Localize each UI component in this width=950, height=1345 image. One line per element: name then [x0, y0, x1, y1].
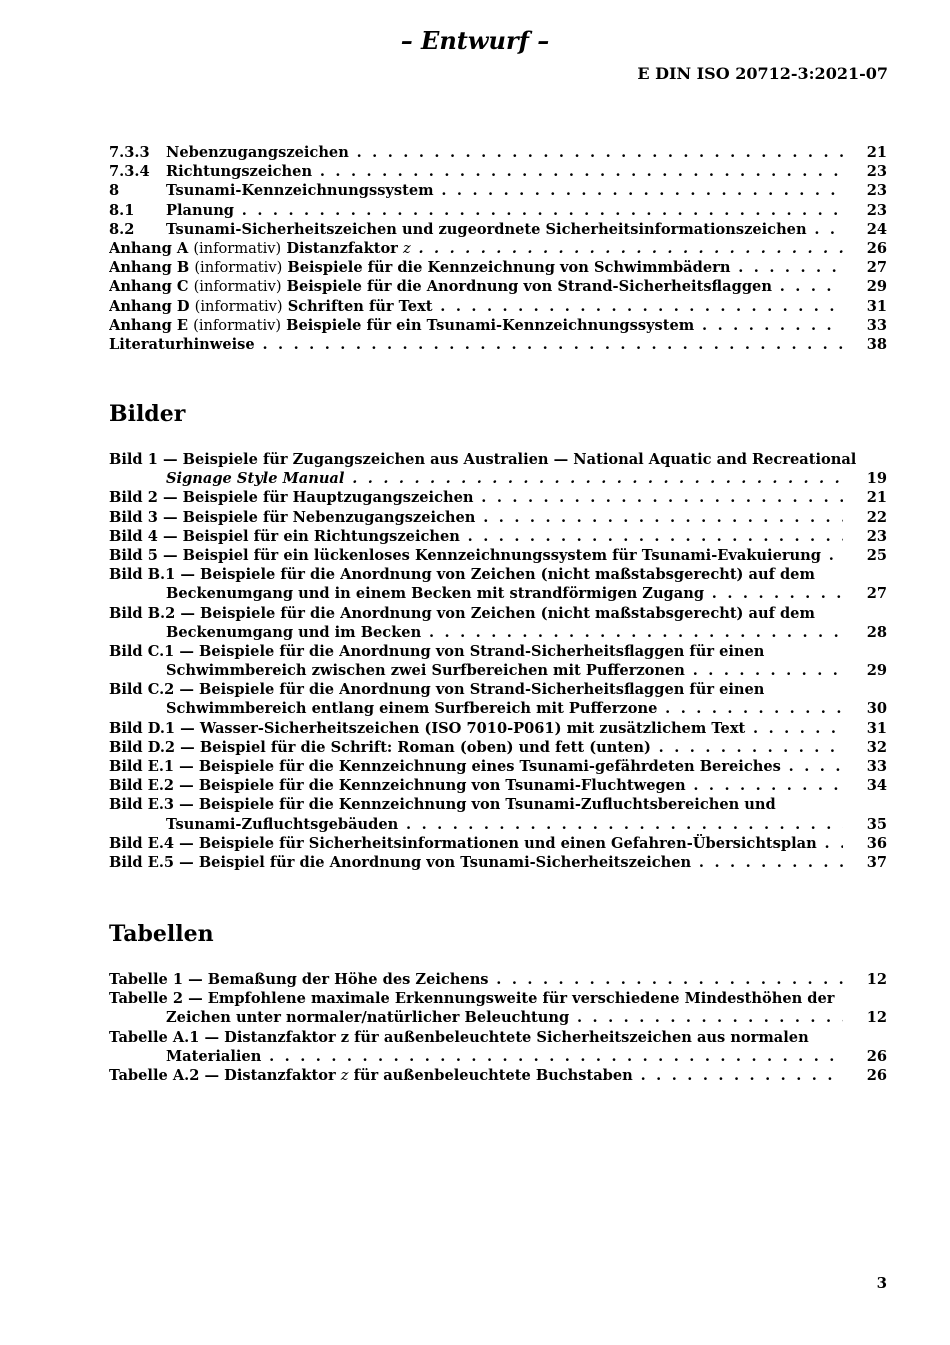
variable-z: z — [340, 1066, 349, 1084]
toc-entry[interactable] — [109, 162, 887, 181]
toc-page: 19 — [866, 470, 887, 488]
contents-list — [109, 143, 887, 354]
toc-page: 30 — [866, 700, 887, 718]
toc-page: 29 — [866, 278, 887, 296]
toc-page: 33 — [866, 758, 887, 775]
figure-title: Bild 4 — Beispiel für ein Richtungszeichen . . . — [109, 528, 843, 545]
table-title: Tabelle A.2 — Distanzfaktor — [109, 1066, 341, 1084]
toc-number: 8 — [109, 182, 120, 200]
figure-entry[interactable] — [109, 853, 887, 872]
toc-entry[interactable] — [109, 239, 887, 258]
table-entry-line[interactable] — [109, 1028, 887, 1047]
toc-page: 21 — [866, 489, 887, 507]
figure-entry[interactable] — [109, 719, 887, 738]
figure-entry[interactable] — [109, 527, 887, 546]
figure-entry-line[interactable]: Bild B.1 — Beispiele für die Anordnung von Zeichen (nicht maßstabsgerecht) auf dem — [109, 566, 815, 584]
figure-title: Bild E.4 — Beispiele für Sicherheitsinformationen und einen Gefahren-Übersichtsplan . . . — [109, 835, 843, 852]
toc-page: 38 — [866, 335, 887, 353]
toc-entry[interactable] — [109, 316, 887, 335]
toc-page: 31 — [866, 297, 887, 315]
toc-page: 28 — [866, 623, 887, 641]
figure-title: Beckenumgang und im Becken . . . — [166, 624, 843, 641]
annex-label: Anhang E — [109, 316, 189, 334]
toc-number: 7.3.3 — [109, 144, 150, 161]
toc-page: 22 — [866, 508, 887, 526]
figure-entry[interactable] — [109, 584, 887, 603]
figure-title-italic: Signage Style Manual . . . — [166, 470, 843, 487]
figure-entry-line[interactable]: Bild B.2 — Beispiele für die Anordnung von Zeichen (nicht maßstabsgerecht) auf dem — [109, 604, 815, 622]
toc-title: Literaturhinweise . . . — [109, 336, 843, 353]
figure-entry[interactable] — [109, 508, 887, 527]
toc-page: 23 — [866, 182, 887, 200]
table-entry[interactable] — [109, 1008, 887, 1027]
toc-page: 25 — [866, 546, 887, 564]
figure-title: Beckenumgang und in einem Becken mit strandförmigen Zugang . . . — [166, 585, 843, 602]
toc-page: 23 — [866, 527, 887, 545]
toc-page: 35 — [866, 815, 887, 833]
figure-entry[interactable] — [109, 699, 887, 718]
figure-title-italic: National Aquatic and Recreational — [573, 451, 857, 468]
figure-title: Bild E.1 — Beispiele für die Kennzeichnung eines Tsunami-gefährdeten Bereiches . . . — [109, 758, 843, 775]
figure-title: Bild E.2 — Beispiele für die Kennzeichnung von Tsunami-Fluchtwegen . . . — [109, 777, 843, 794]
figures-heading: Bilder — [109, 401, 186, 427]
annex-note: (informativ) — [194, 297, 283, 315]
annex-label: Anhang B — [109, 259, 190, 277]
figure-entry[interactable] — [109, 488, 887, 507]
toc-title: Nebenzugangszeichen . . . — [166, 144, 843, 161]
annex-note: (informativ) — [193, 239, 282, 257]
toc-title: Distanzfaktor — [286, 239, 398, 257]
page-number: 3 — [876, 1274, 887, 1292]
figure-title: Bild 5 — Beispiel für ein lückenloses Kennzeichnungssystem für Tsunami-Evakuierung . . . — [109, 547, 843, 564]
figure-title: Bild D.1 — Wasser-Sicherheitszeichen (ISO 7010-P061) mit zusätzlichem Text . . . — [109, 720, 843, 737]
toc-title: Beispiele für ein Tsunami-Kennzeichnungssystem . . . — [286, 317, 843, 334]
table-title: für außenbeleuchtete Buchstaben . . . — [348, 1067, 843, 1084]
figure-entry[interactable] — [109, 546, 887, 565]
table-entry[interactable] — [109, 970, 887, 989]
toc-number: 8.1 — [109, 201, 135, 219]
annex-note: (informativ) — [193, 316, 282, 334]
figure-entry-line[interactable]: Bild C.1 — Beispiele für die Anordnung von Strand-Sicherheitsflaggen für einen — [109, 642, 765, 660]
table-title: Tabelle 1 — Bemaßung der Höhe des Zeichens . . . — [109, 971, 843, 988]
toc-entry[interactable] — [109, 201, 887, 220]
figure-entry-line[interactable]: Bild E.3 — Beispiele für die Kennzeichnung von Tsunami-Zufluchtsbereichen und — [109, 796, 776, 814]
toc-page: 33 — [866, 316, 887, 334]
figure-entry[interactable] — [109, 661, 887, 680]
figure-title: Schwimmbereich zwischen zwei Surfbereichen mit Pufferzonen . . . — [166, 662, 843, 679]
figures-list — [109, 450, 887, 872]
figure-entry[interactable] — [109, 757, 887, 776]
toc-page: 26 — [866, 1066, 887, 1084]
draft-watermark: – Entwurf – — [400, 26, 550, 55]
toc-entry[interactable] — [109, 220, 887, 239]
annex-note: (informativ) — [193, 278, 282, 296]
toc-title: Richtungszeichen . . . — [166, 163, 843, 180]
toc-page: 12 — [866, 971, 887, 988]
table-entry[interactable] — [109, 1066, 887, 1085]
toc-page: 12 — [866, 1009, 887, 1027]
toc-entry[interactable] — [109, 258, 887, 277]
figure-entry[interactable] — [109, 776, 887, 795]
toc-page: 23 — [866, 163, 887, 181]
annex-note: (informativ) — [194, 259, 283, 277]
toc-entry[interactable] — [109, 143, 887, 162]
toc-page: 37 — [866, 853, 887, 871]
figure-title: Schwimmbereich entlang einem Surfbereich mit Pufferzone . . . — [166, 700, 843, 717]
figure-entry-line[interactable] — [109, 450, 887, 469]
figure-entry-line[interactable]: Bild C.2 — Beispiele für die Anordnung von Strand-Sicherheitsflaggen für einen — [109, 681, 765, 699]
toc-title: Beispiele für die Anordnung von Strand-Sicherheitsflaggen . . . — [287, 278, 843, 295]
figure-title: Bild D.2 — Beispiel für die Schrift: Roman (oben) und fett (unten) . . . — [109, 739, 843, 756]
tables-list — [109, 970, 887, 1085]
toc-page: 23 — [866, 201, 887, 219]
variable-z: z . . . — [403, 240, 843, 257]
figure-title: Bild 2 — Beispiele für Hauptzugangszeichen . . . — [109, 489, 843, 506]
figure-entry[interactable] — [109, 834, 887, 853]
figure-title: Bild 3 — Beispiele für Nebenzugangszeichen . . . — [109, 509, 843, 526]
toc-number: 8.2 — [109, 220, 135, 238]
variable-z: z — [340, 1028, 350, 1046]
toc-page: 36 — [866, 834, 887, 852]
figure-entry[interactable] — [109, 738, 887, 757]
annex-label: Anhang C — [109, 278, 189, 296]
toc-entry[interactable] — [109, 297, 887, 316]
figure-title: Tsunami-Zufluchtsgebäuden . . . — [166, 816, 843, 833]
table-title: für außenbeleuchtete Sicherheitszeichen aus normalen — [349, 1028, 809, 1046]
figure-entry[interactable] — [109, 623, 887, 642]
table-entry-line[interactable]: Tabelle 2 — Empfohlene maximale Erkennungsweite für verschiedene Mindesthöhen der — [109, 990, 835, 1008]
toc-page: 26 — [866, 239, 887, 257]
table-title: Tabelle A.1 — Distanzfaktor — [109, 1028, 341, 1046]
annex-label: Anhang A — [109, 239, 189, 257]
table-entry[interactable] — [109, 1047, 887, 1066]
toc-page: 24 — [866, 220, 887, 238]
toc-title: Tsunami-Kennzeichnungssystem . . . — [166, 182, 843, 199]
annex-label: Anhang D — [109, 297, 190, 315]
toc-title: Beispiele für die Kennzeichnung von Schwimmbädern . . . — [287, 259, 843, 276]
document-id: E DIN ISO 20712-3:2021-07 — [637, 64, 888, 83]
toc-page: 31 — [866, 719, 887, 737]
table-title: Zeichen unter normaler/natürlicher Beleuchtung . . . — [166, 1009, 843, 1026]
figure-entry[interactable] — [109, 815, 887, 834]
toc-entry[interactable] — [109, 181, 887, 200]
toc-page: 21 — [866, 144, 887, 161]
toc-page: 32 — [866, 738, 887, 756]
toc-entry[interactable] — [109, 277, 887, 296]
figure-title: Bild 1 — Beispiele für Zugangszeichen aus Australien — — [109, 451, 574, 468]
figure-title: Bild E.5 — Beispiel für die Anordnung von Tsunami-Sicherheitszeichen . . . — [109, 854, 843, 871]
table-title: Materialien . . . — [166, 1048, 843, 1065]
toc-number: 7.3.4 — [109, 163, 150, 181]
toc-title: Schriften für Text . . . — [288, 298, 843, 315]
toc-title: Planung . . . — [166, 202, 843, 219]
toc-entry[interactable] — [109, 335, 887, 354]
toc-page: 27 — [866, 259, 887, 277]
toc-page: 26 — [866, 1047, 887, 1065]
toc-page: 29 — [866, 662, 887, 680]
toc-title: Tsunami-Sicherheitszeichen und zugeordnete Sicherheitsinformationszeichen . . . — [166, 221, 843, 238]
toc-page: 34 — [866, 777, 887, 795]
figure-entry[interactable] — [109, 469, 887, 488]
tables-heading: Tabellen — [109, 921, 214, 947]
toc-page: 27 — [866, 585, 887, 603]
